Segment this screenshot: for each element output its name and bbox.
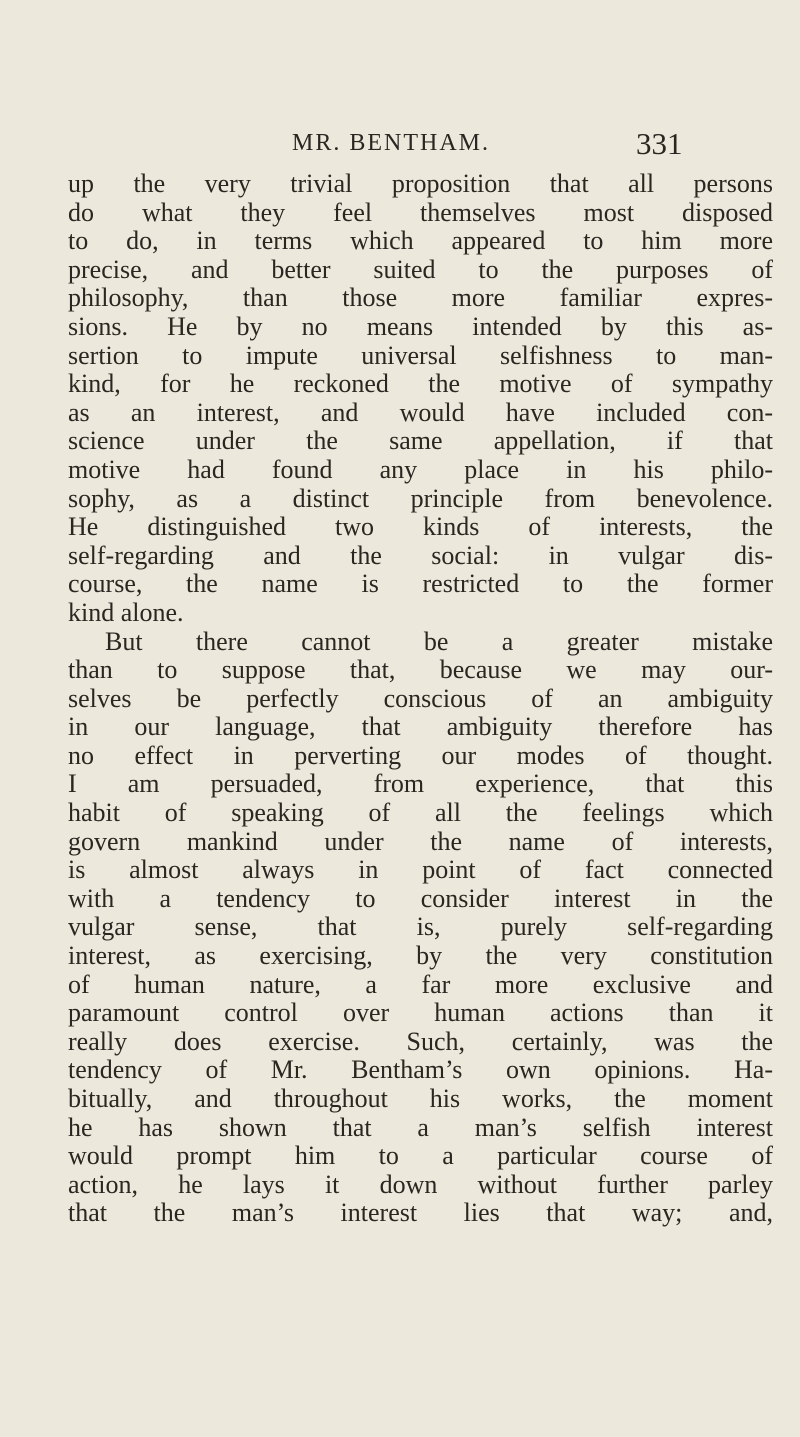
text-line: in our language, that ambiguity therefore has	[68, 713, 773, 742]
text-line: tendency of Mr. Bentham’s own opinions. Ha-	[68, 1056, 773, 1085]
body-text	[68, 170, 773, 1228]
text-line: self-regarding and the social: in vulgar dis-	[68, 541, 773, 570]
text-line: sophy, as a distinct principle from benevolence.	[68, 484, 773, 513]
text-line: vulgar sense, that is, purely self-regarding	[68, 913, 773, 942]
text-line: bitually, and throughout his works, the moment	[68, 1085, 773, 1113]
text-line: He distinguished two kinds of interests, the	[68, 513, 773, 542]
text-line: sertion to impute universal selfishness to man-	[68, 341, 773, 370]
running-title: MR. BENTHAM.	[292, 130, 491, 156]
text-line: action, he lays it down without further parley	[68, 1170, 773, 1199]
text-line: to do, in terms which appeared to him more	[68, 227, 773, 256]
text-line: really does exercise. Such, certainly, was the	[68, 1027, 773, 1056]
text-line: govern mankind under the name of interests,	[68, 827, 773, 856]
text-line: than to suppose that, because we may our-	[68, 656, 773, 685]
text-line: kind alone.	[68, 598, 184, 627]
text-line: that the man’s interest lies that way; and,	[68, 1199, 773, 1228]
text-line: paramount control over human actions than it	[68, 999, 773, 1028]
text-line: is almost always in point of fact connected	[68, 856, 773, 885]
text-line: with a tendency to consider interest in the	[68, 884, 773, 913]
text-line: philosophy, than those more familiar expres-	[68, 284, 773, 313]
paragraph-start-line: But there cannot be a greater mistake	[105, 627, 773, 656]
page-number: 331	[636, 126, 683, 161]
text-line: he has shown that a man’s selfish interest	[68, 1113, 773, 1142]
text-line: I am persuaded, from experience, that this	[68, 770, 773, 799]
text-line: of human nature, a far more exclusive and	[68, 970, 773, 999]
text-line: course, the name is restricted to the former	[68, 570, 773, 599]
text-line: sions. He by no means intended by this as-	[68, 312, 773, 341]
text-line: do what they feel themselves most disposed	[68, 198, 773, 227]
text-line: interest, as exercising, by the very constitution	[68, 942, 773, 971]
text-line: habit of speaking of all the feelings which	[68, 799, 773, 828]
text-line: precise, and better suited to the purposes of	[68, 255, 773, 284]
text-line: science under the same appellation, if that	[68, 427, 773, 456]
text-line: would prompt him to a particular course of	[68, 1142, 773, 1171]
text-line: selves be perfectly conscious of an ambiguity	[68, 684, 773, 713]
text-line: motive had found any place in his philo-	[68, 455, 773, 484]
text-line: no effect in perverting our modes of thought.	[68, 741, 773, 770]
running-head	[0, 126, 800, 170]
text-line: kind, for he reckoned the motive of sympathy	[68, 370, 773, 399]
text-line: as an interest, and would have included con-	[68, 398, 773, 427]
text-line: up the very trivial proposition that all persons	[68, 170, 773, 198]
